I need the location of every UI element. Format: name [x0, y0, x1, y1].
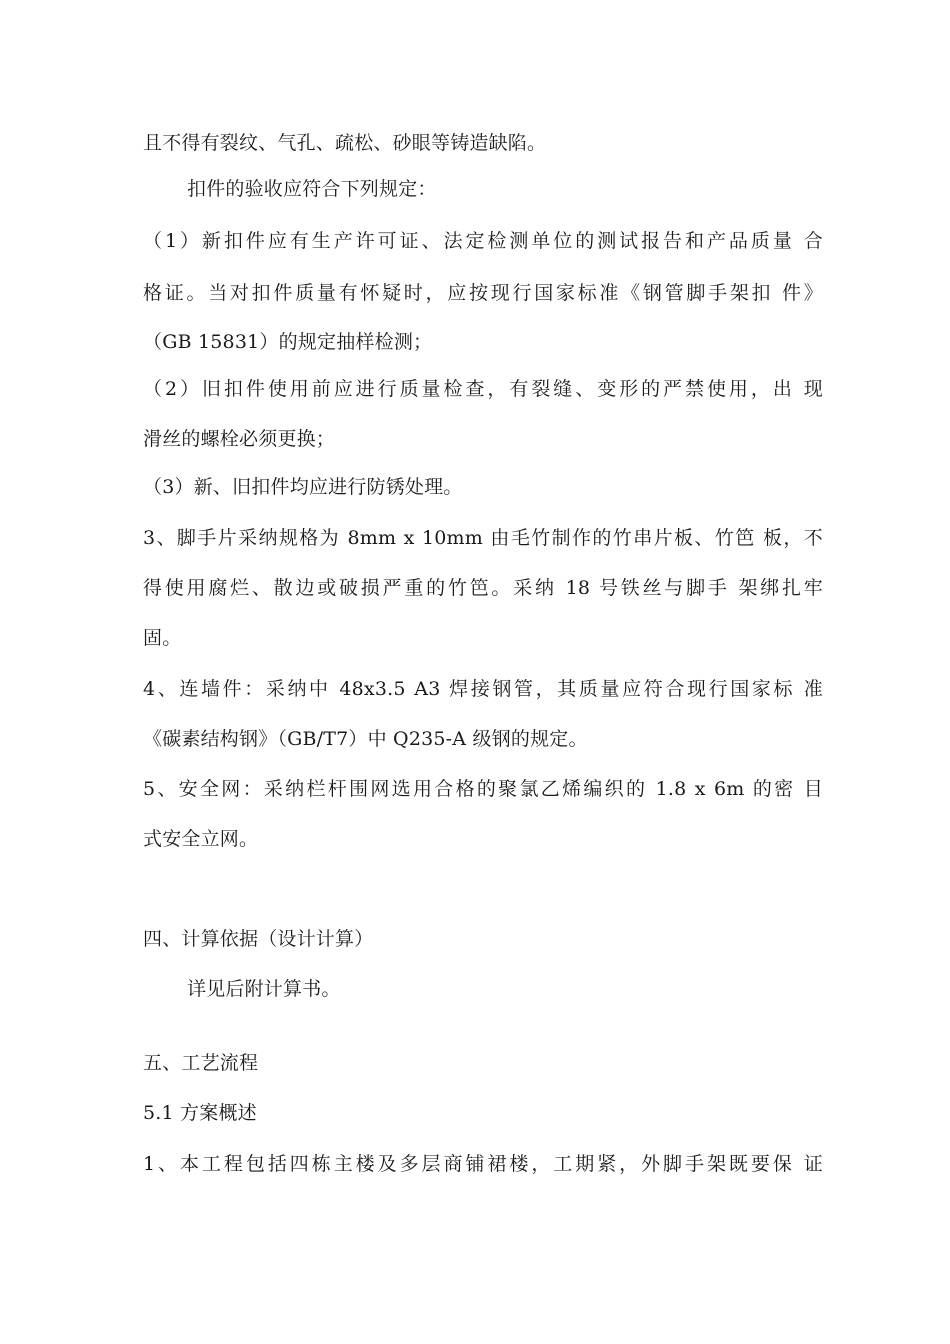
text-line: （3）新、旧扣件均应进行防锈处理。: [143, 476, 463, 498]
text-line: 3、脚手片采纳规格为 8mm x 10mm 由毛竹制作的竹串片板、竹笆 板，不: [143, 527, 823, 549]
text-line: 且不得有裂纹、气孔、疏松、砂眼等铸造缺陷。: [143, 132, 547, 154]
text-line: （2）旧扣件使用前应进行质量检查，有裂缝、变形的严禁使用，出 现: [143, 378, 823, 400]
text-line: 固。: [143, 627, 182, 649]
text-line: （GB 15831）的规定抽样检测；: [143, 331, 433, 353]
text-line: 5、安全网：采纳栏杆围网选用合格的聚氯乙烯编织的 1.8 x 6m 的密 目: [143, 778, 823, 800]
text-line: 式安全立网。: [143, 828, 259, 850]
section-heading: 五、工艺流程: [143, 1052, 259, 1074]
subsection-heading: 5.1 方案概述: [143, 1102, 257, 1124]
section-heading: 四、计算依据（设计计算）: [143, 928, 374, 950]
paragraph-intro: 扣件的验收应符合下列规定：: [187, 178, 437, 200]
text-line: （1）新扣件应有生产许可证、法定检测单位的测试报告和产品质量 合: [143, 230, 823, 252]
text-line: 详见后附计算书。: [187, 978, 341, 1000]
text-line: 1、本工程包括四栋主楼及多层商铺裙楼，工期紧，外脚手架既要保 证: [143, 1153, 823, 1175]
text-line: 《碳素结构钢》（GB/T7）中 Q235-A 级钢的规定。: [143, 728, 588, 750]
text-line: 得使用腐烂、散边或破损严重的竹笆。采纳 18 号铁丝与脚手 架绑扎牢: [143, 577, 823, 599]
text-line: 滑丝的螺栓必须更换；: [143, 428, 336, 450]
text-line: 格证。当对扣件质量有怀疑时，应按现行国家标准《钢管脚手架扣 件》: [143, 282, 823, 304]
text-line: 4、连墙件：采纳中 48x3.5 A3 焊接钢管，其质量应符合现行国家标 准: [143, 678, 823, 700]
